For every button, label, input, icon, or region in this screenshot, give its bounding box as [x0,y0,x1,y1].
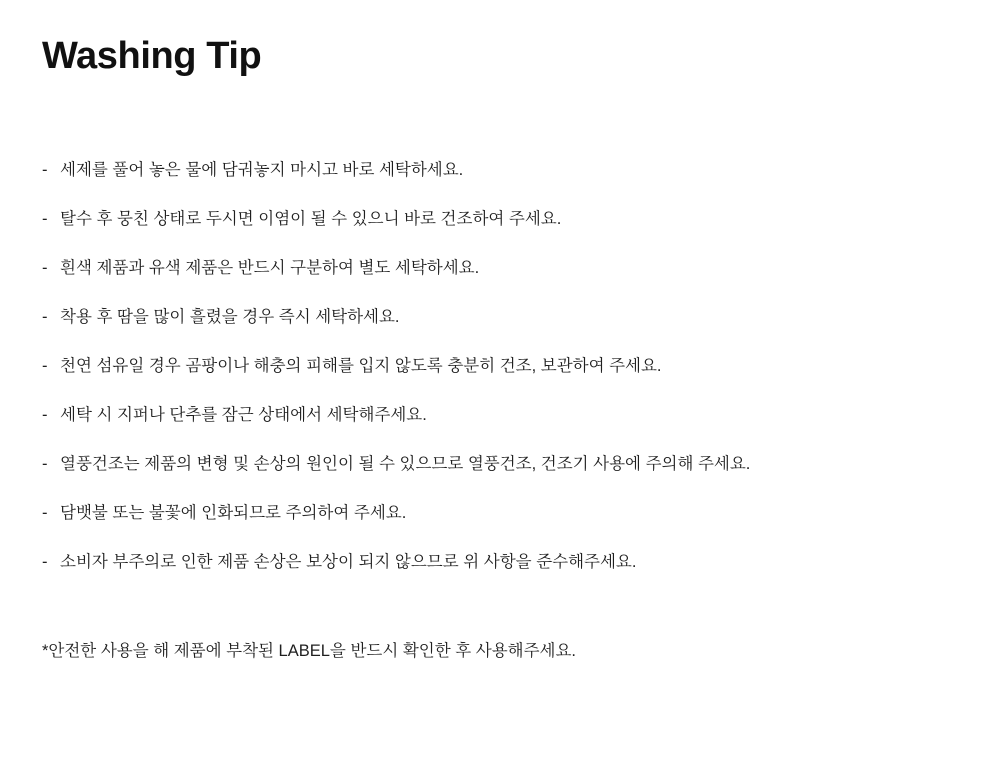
list-item [42,356,962,377]
tip-list [42,160,962,600]
list-marker: - [42,209,48,228]
list-item-text: 세제를 풀어 놓은 물에 담궈놓지 마시고 바로 세탁하세요. [60,161,464,179]
page-title: Washing Tip [42,35,262,77]
list-marker: - [42,356,48,375]
list-item [42,503,962,524]
list-item [42,405,962,426]
list-item [42,160,962,181]
list-item [42,454,962,475]
list-item [42,258,962,279]
list-item [42,209,962,230]
list-marker: - [42,552,48,571]
list-marker: - [42,454,48,473]
list-item-text: 소비자 부주의로 인한 제품 손상은 보상이 되지 않으므로 위 사항을 준수해주세요. [60,552,637,571]
list-item-text: 탈수 후 뭉친 상태로 두시면 이염이 될 수 있으니 바로 건조하여 주세요. [60,209,562,228]
list-item-text: 열풍건조는 제품의 변형 및 손상의 원인이 될 수 있으므로 열풍건조, 건조기 사용에 주의해 주세요. [60,454,751,473]
list-marker: - [42,503,48,522]
list-marker: - [42,258,48,277]
list-item [42,552,962,573]
list-marker: - [42,307,48,326]
list-item-text: 흰색 제품과 유색 제품은 반드시 구분하여 별도 세탁하세요. [60,258,480,277]
list-item-text: 착용 후 땀을 많이 흘렸을 경우 즉시 세탁하세요. [60,307,400,326]
list-item-text: 담뱃불 또는 불꽃에 인화되므로 주의하여 주세요. [60,503,407,522]
list-item-text: 천연 섬유일 경우 곰팡이나 해충의 피해를 입지 않도록 충분히 건조, 보관하여 주세요. [60,356,662,375]
safety-note: *안전한 사용을 해 제품에 부착된 LABEL을 반드시 확인한 후 사용해주세요. [42,642,576,660]
list-item [42,307,962,328]
list-marker: - [42,161,48,179]
list-item-text: 세탁 시 지퍼나 단추를 잠근 상태에서 세탁해주세요. [60,405,427,424]
list-marker: - [42,405,48,424]
